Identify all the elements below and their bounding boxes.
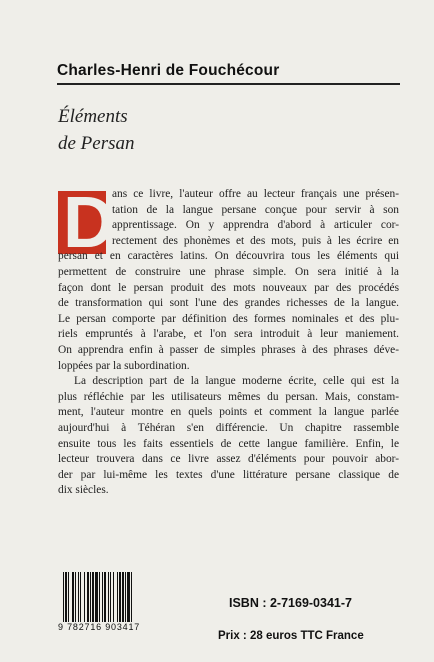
book-title <box>58 103 135 157</box>
text-line: tation de la langue persane conçue pour servir à son <box>112 203 399 216</box>
barcode-number: 9 782716 903417 <box>58 622 141 632</box>
text-line: persan et en caractères latins. On découvrira tous les éléments qui <box>58 250 399 263</box>
barcode <box>63 572 174 622</box>
text-line: de transformation qui sont l'une des grandes richesses de la langue. <box>58 297 399 310</box>
price: Prix : 28 euros TTC France <box>218 630 364 642</box>
text-line: aujourd'hui à Téhéran s'en différencie. Un chapitre rassemble <box>58 421 399 434</box>
text-line: façon dont le persan produit des mots nouveaux par des procédés <box>58 281 399 294</box>
text-line: loppées par la subordination. <box>58 359 190 372</box>
text-line: plus réfléchie par les utilisateurs mêmes du persan. Mais, constam- <box>58 390 399 403</box>
text-line: permettent de construire une phrase simple. On sera initié à la <box>58 265 399 278</box>
drop-cap-letter: D <box>63 183 115 263</box>
text-line: apprentissage. On y apprendra d'abord à articuler cor- <box>112 219 399 232</box>
text-line: riels empruntés à l'arabe, et l'on sera introduit à leur maniement. <box>58 328 399 341</box>
text-line: lecteur trouvera dans ce livre assez d'éléments pour pouvoir abor- <box>58 453 399 466</box>
text-line: Le persan comporte par définition des formes nominales et des plu- <box>58 312 399 325</box>
text-line: ans ce livre, l'auteur offre au lecteur français une présen- <box>112 188 399 200</box>
text-line: dix siècles. <box>58 484 109 497</box>
author-name: Charles-Henri de Fouchécour <box>57 62 280 79</box>
text-line: rectement des phonèmes et des mots, puis à les écrire en <box>112 234 399 247</box>
divider <box>57 83 400 85</box>
text-line: La description part de la langue moderne écrite, celle qui est la <box>74 375 399 388</box>
text-line: On apprendra enfin à passer de simples phrases à des phrases déve- <box>58 343 399 356</box>
title-line-2: de Persan <box>58 133 135 154</box>
text-line: der par lui-même les textes d'une littérature persane classique de <box>58 468 399 481</box>
isbn: ISBN : 2-7169-0341-7 <box>229 596 352 610</box>
text-line: ensuite tous les faits essentiels de cette langue familière. Enfin, le <box>58 437 399 450</box>
text-line: ment, l'auteur montre en quels points et comment la langue parlée <box>58 406 399 419</box>
title-line-1: Éléments <box>58 106 128 127</box>
description <box>58 183 399 499</box>
